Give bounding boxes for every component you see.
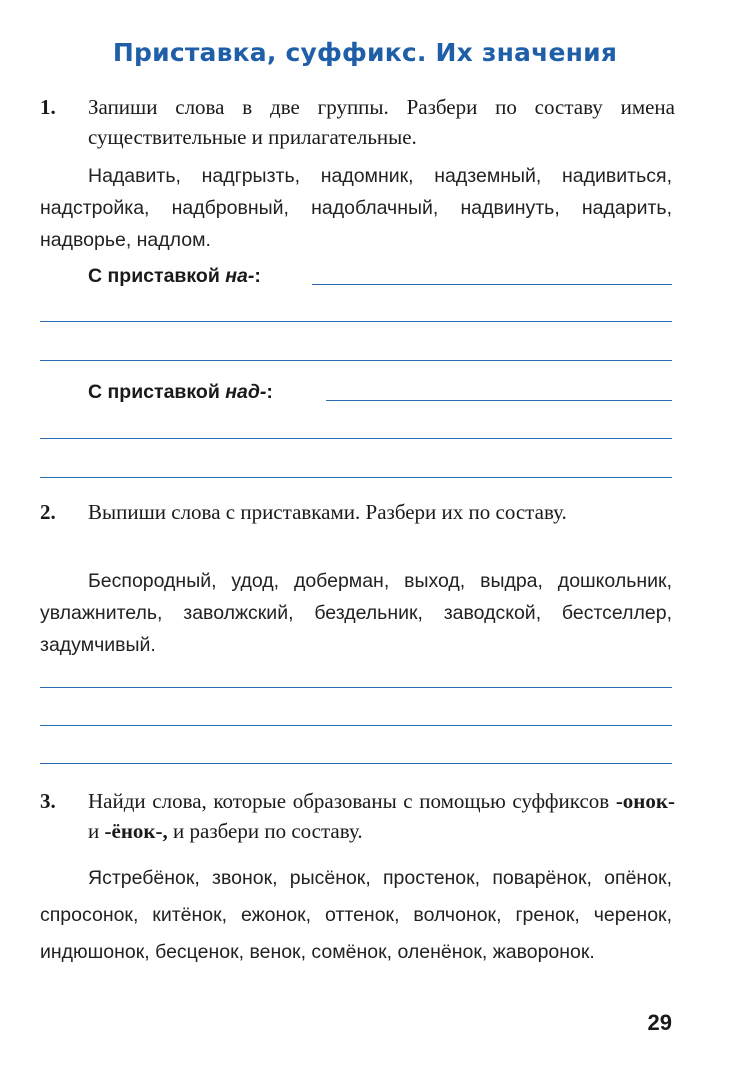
task-text: Запиши слова в две группы. Разбери по составу имена существительные и прилагательные. — [88, 95, 675, 149]
task-number: 2. — [40, 500, 56, 524]
suffix-onok: -онок- — [615, 789, 675, 813]
task-1-word-list: Надавить, надгрызть, надомник, надземный, надивиться, надстройка, надбровный, надоблачный, надвинуть, надарить, надворье, надлом. — [40, 165, 672, 251]
task-2-word-list: Беспородный, удод, доберман, выход, выдра, дошкольник, увлажнитель, заволжский, бездельник, заводской, бестселлер, задумчивый. — [40, 570, 672, 656]
page-title: Приставка, суффикс. Их значения — [112, 38, 618, 67]
answer-line[interactable] — [40, 763, 672, 764]
group-na-label: С приставкой на-: — [88, 265, 261, 287]
task-number: 3. — [40, 789, 56, 813]
answer-line[interactable] — [40, 438, 672, 439]
task-number: 1. — [40, 95, 56, 119]
task-1-instruction — [40, 92, 675, 152]
task-2-instruction — [40, 497, 675, 527]
task-text: Найди слова, которые образованы с помощью суффиксов -онок- и -ёнок-, и разбери по составу. — [88, 789, 675, 843]
suffix-yonok: -ёнок-, — [104, 819, 168, 843]
answer-line[interactable] — [40, 725, 672, 726]
group-nad-label: С приставкой над-: — [88, 381, 273, 403]
task-text: Выпиши слова с приставками. Разбери их по составу. — [88, 500, 567, 524]
answer-line[interactable] — [40, 321, 672, 322]
answer-line[interactable] — [40, 477, 672, 478]
answer-line[interactable] — [312, 284, 672, 285]
answer-line[interactable] — [40, 687, 672, 688]
answer-line[interactable] — [326, 400, 672, 401]
task-3-instruction — [40, 786, 675, 846]
answer-line[interactable] — [40, 360, 672, 361]
task-3-word-list: Ястребёнок, звонок, рысёнок, простенок, поварёнок, опёнок, спросонок, китёнок, ежонок, оттенок, волчонок, гренок, черенок, индюшонок, бесценок, венок, сомёнок, оленёнок, жаворонок. — [40, 867, 672, 963]
page-number: 29 — [647, 1010, 672, 1035]
